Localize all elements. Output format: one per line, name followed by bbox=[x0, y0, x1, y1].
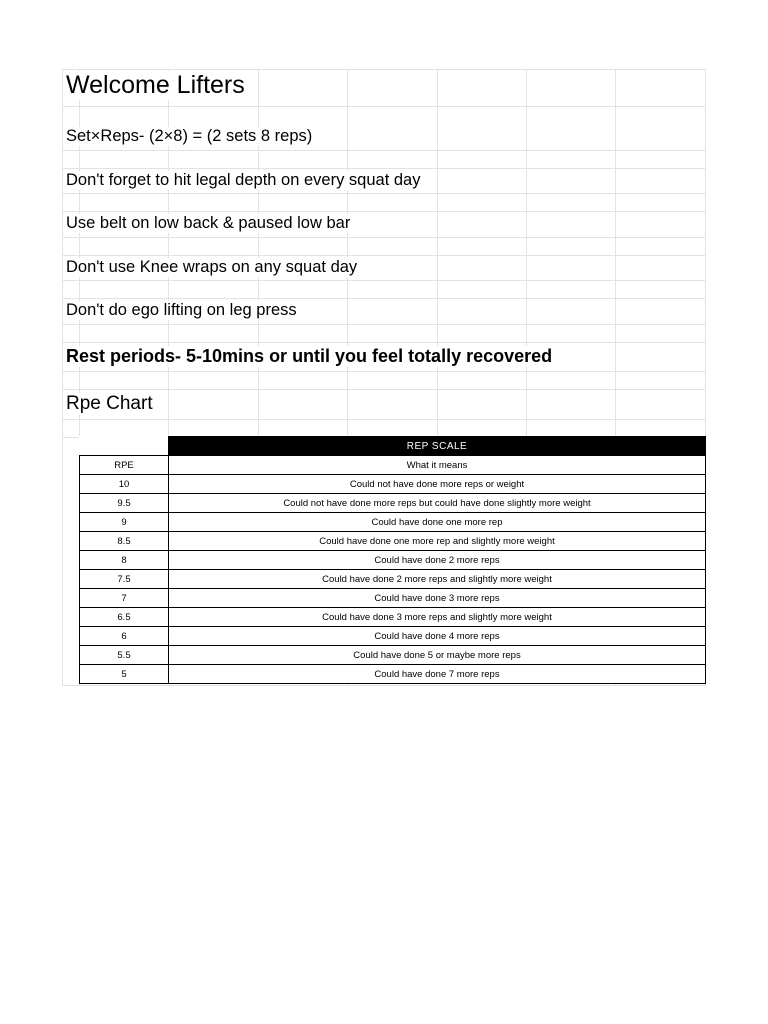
rpe-cell: 7 bbox=[80, 589, 169, 608]
meaning-cell: Could have done 2 more reps bbox=[169, 551, 706, 570]
table-row bbox=[80, 532, 706, 551]
gridline bbox=[62, 150, 706, 151]
rest-periods-note: Rest periods- 5-10mins or until you feel totally recovered bbox=[66, 346, 553, 366]
table-row bbox=[80, 475, 706, 494]
meaning-cell: Could not have done more reps but could have done slightly more weight bbox=[169, 494, 706, 513]
gridline bbox=[62, 211, 706, 212]
sheet-title: Welcome Lifters bbox=[66, 71, 245, 99]
meaning-cell: Could have done 3 more reps bbox=[169, 589, 706, 608]
rpe-cell: 9 bbox=[80, 513, 169, 532]
rpe-cell: 6.5 bbox=[80, 608, 169, 627]
gridline bbox=[62, 168, 706, 169]
rpe-cell: 6 bbox=[80, 627, 169, 646]
gridline bbox=[62, 280, 706, 281]
meaning-cell: Could have done one more rep bbox=[169, 513, 706, 532]
spreadsheet-page bbox=[62, 69, 706, 686]
gridline bbox=[62, 106, 706, 107]
rpe-cell: 7.5 bbox=[80, 570, 169, 589]
gridline bbox=[62, 389, 706, 390]
gridline bbox=[62, 237, 706, 238]
note-belt: Use belt on low back & paused low bar bbox=[66, 214, 351, 232]
table-row bbox=[80, 589, 706, 608]
gridline bbox=[62, 298, 706, 299]
column-header-row bbox=[80, 456, 706, 475]
rpe-column-header: RPE bbox=[80, 456, 169, 475]
meaning-cell: Could have done 4 more reps bbox=[169, 627, 706, 646]
table-row bbox=[80, 551, 706, 570]
table-row bbox=[80, 646, 706, 665]
gridline bbox=[62, 324, 706, 325]
gridline bbox=[62, 69, 706, 70]
rpe-cell: 5 bbox=[80, 665, 169, 684]
note-legal-depth: Don't forget to hit legal depth on every squat day bbox=[66, 171, 421, 189]
meaning-cell: Could have done 5 or maybe more reps bbox=[169, 646, 706, 665]
gridline bbox=[62, 685, 706, 686]
gridline bbox=[62, 69, 63, 686]
gridline bbox=[62, 419, 706, 420]
header-blank-cell bbox=[80, 437, 169, 456]
table-header-row bbox=[80, 437, 706, 456]
rpe-cell: 8.5 bbox=[80, 532, 169, 551]
table-row bbox=[80, 570, 706, 589]
gridline bbox=[62, 342, 706, 343]
rpe-cell: 8 bbox=[80, 551, 169, 570]
meaning-cell: Could have done one more rep and slightly more weight bbox=[169, 532, 706, 551]
table-row bbox=[80, 627, 706, 646]
rpe-cell: 9.5 bbox=[80, 494, 169, 513]
rpe-cell: 5.5 bbox=[80, 646, 169, 665]
gridline bbox=[62, 193, 706, 194]
table-row bbox=[80, 494, 706, 513]
gridline bbox=[62, 371, 706, 372]
meaning-cell: Could have done 3 more reps and slightly more weight bbox=[169, 608, 706, 627]
meaning-cell: Could have done 7 more reps bbox=[169, 665, 706, 684]
table-row bbox=[80, 665, 706, 684]
table-row bbox=[80, 608, 706, 627]
table-row bbox=[80, 513, 706, 532]
meaning-cell: Could not have done more reps or weight bbox=[169, 475, 706, 494]
rep-scale-table bbox=[79, 436, 706, 684]
gridline bbox=[62, 255, 706, 256]
note-sets-reps: Set×Reps- (2×8) = (2 sets 8 reps) bbox=[66, 127, 313, 145]
rep-scale-header: REP SCALE bbox=[169, 437, 706, 456]
meaning-cell: Could have done 2 more reps and slightly more weight bbox=[169, 570, 706, 589]
note-leg-press: Don't do ego lifting on leg press bbox=[66, 301, 297, 319]
rpe-chart-title: Rpe Chart bbox=[66, 393, 153, 414]
note-knee-wraps: Don't use Knee wraps on any squat day bbox=[66, 258, 358, 276]
meaning-column-header: What it means bbox=[169, 456, 706, 475]
rpe-cell: 10 bbox=[80, 475, 169, 494]
